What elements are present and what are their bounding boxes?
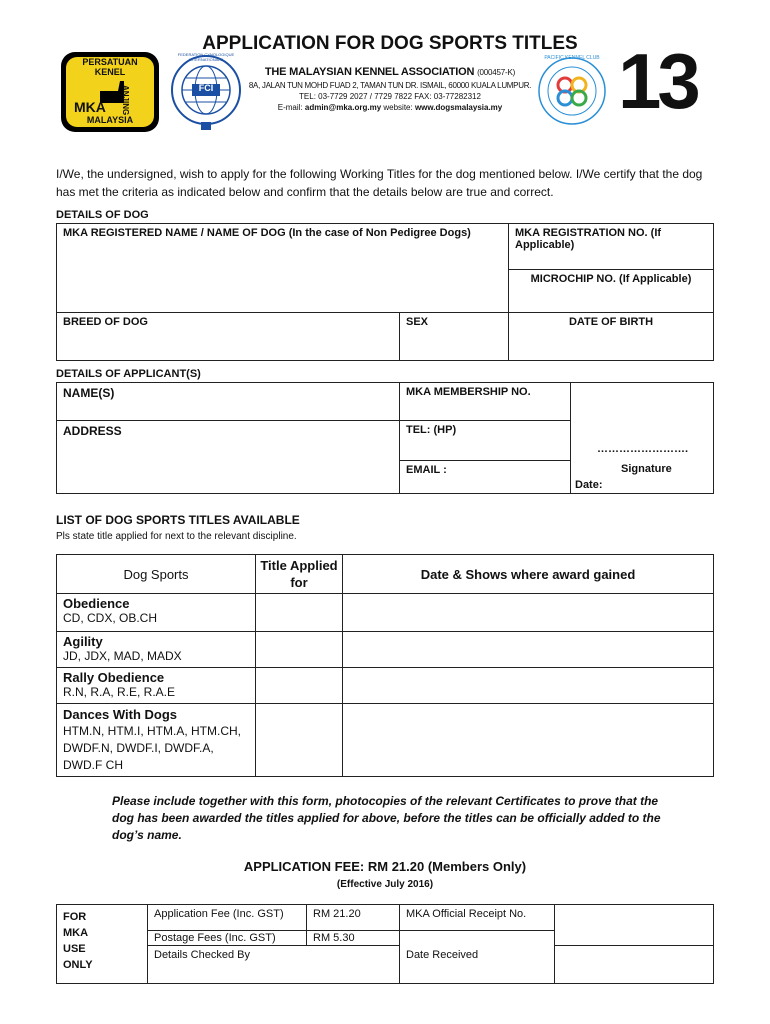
email-label: EMAIL : [406,464,447,476]
logo-top-text: PERSATUAN KENEL [82,57,138,77]
app-fee-label: Application Fee (Inc. GST) [154,908,284,920]
title-applied-input[interactable] [256,668,343,704]
tel-label: TEL: (HP) [406,424,457,436]
sport-name: Rally Obedience [63,670,165,685]
microchip-field[interactable] [509,270,714,313]
org-name: THE MALAYSIAN KENNEL ASSOCIATION [264,66,475,78]
dog-section-heading: DETAILS OF DOG [56,209,149,221]
address-label: ADDRESS [63,424,122,438]
award-dates-input[interactable] [343,704,714,777]
signature-box[interactable] [571,383,714,494]
receipt-input[interactable] [555,905,714,946]
receipt-label-cell [400,905,555,931]
office-use-label-cell [57,905,148,984]
pacific-logo [537,54,607,128]
award-dates-input[interactable] [343,632,714,668]
tel-field[interactable] [400,421,571,461]
app-fee-label-cell [148,905,307,931]
org-reg: (000457-K) [477,68,516,77]
names-label: NAME(S) [63,386,115,400]
titles-table [56,554,714,777]
sex-label: SEX [406,316,429,328]
mka-logo [60,51,160,133]
dog-name-label: MKA REGISTERED NAME / NAME OF DOG (In the case of Non Pedigree Dogs) [63,227,471,239]
membership-field[interactable] [400,383,571,421]
receipt-label: MKA Official Receipt No. [406,908,527,920]
logo-bottom-text: MALAYSIA [86,115,134,125]
postage-value-cell [307,931,400,946]
dog-name-field[interactable] [57,224,509,313]
email-link[interactable]: admin@mka.org.my [304,103,382,112]
award-dates-input[interactable] [343,668,714,704]
org-tel: TEL: 03-7729 2027 / 7729 7822 FAX: 03-77282312 [299,92,481,101]
col-sports-label: Dog Sports [123,566,189,582]
sport-cell [57,704,256,777]
logo-center-text: MKA [74,99,106,115]
sport-name: Dances With Dogs [63,707,178,722]
fee-effective: (Effective July 2016) [336,879,434,890]
sex-field[interactable] [400,313,509,361]
sport-codes: JD, JDX, MAD, MADX [63,649,182,663]
page-title: APPLICATION FOR DOG SPORTS TITLES [202,33,578,54]
breed-field[interactable] [57,313,400,361]
title-applied-input[interactable] [256,704,343,777]
logo-side-text: ANJING [121,85,130,116]
sport-row-obedience [57,594,714,632]
sport-row-dances-with-dogs [57,704,714,777]
award-dates-input[interactable] [343,594,714,632]
names-field[interactable] [57,383,400,421]
microchip-label: MICROCHIP NO. (If Applicable) [530,273,692,285]
fci-ring-text: FEDERATION CYNOLOGIQUE INTERNATIONALE [177,52,235,62]
intro-text: I/We, the undersigned, wish to apply for the following Working Titles for the dog mentioned below. I/We certify that the dog has met the criteria as indicated below and confirm that the details below are true and correct. [56,167,703,199]
postage-label-cell [148,931,307,946]
applicant-section-heading: DETAILS OF APPLICANT(S) [56,368,201,380]
col-dates-label: Date & Shows where award gained [420,566,636,582]
postage-label: Postage Fees (Inc. GST) [154,932,276,944]
sport-cell [57,632,256,668]
office-use-label: FOR MKA USE ONLY [63,911,93,971]
form-number: 13 [618,37,697,125]
fci-logo [170,52,242,132]
org-contact [245,103,535,112]
fci-center-text: FCI [198,83,214,93]
org-address: 8A, JALAN TUN MOHD FUAD 2, TAMAN TUN DR. ISMAIL, 60000 KUALA LUMPUR. [248,81,532,90]
dob-label: DATE OF BIRTH [568,316,654,328]
signature-line: ……………………. [597,443,689,455]
checked-by-cell[interactable] [148,946,400,984]
reg-no-field[interactable] [509,224,714,270]
dob-field[interactable] [509,313,714,361]
col-title-label: Title Applied for [260,558,338,590]
checked-by-label: Details Checked By [154,949,250,961]
sport-row-rally-obedience [57,668,714,704]
breed-label: BREED OF DOG [63,316,148,328]
app-fee-value-cell [307,905,400,931]
postage-value: RM 5.30 [313,932,355,944]
col-header-sports [57,555,256,594]
titles-section-heading: LIST OF DOG SPORTS TITLES AVAILABLE [56,513,300,527]
date-received-input[interactable] [555,946,714,984]
sport-name: Obedience [63,596,130,611]
fee-title: APPLICATION FEE: RM 21.20 (Members Only) [243,859,527,874]
org-details [245,66,535,112]
reg-no-label: MKA REGISTRATION NO. (If Applicable) [515,227,662,251]
col-header-title [256,555,343,594]
certificates-note: Please include together with this form, photocopies of the relevant Certificates to prove that the dog has been awarded the titles applied for above, before the titles can be officially added to the dog’s name. [112,794,661,842]
applicant-details-table [56,382,714,494]
date-received-label-cell [400,931,555,984]
signature-date-label: Date: [575,479,603,491]
app-fee-value: RM 21.20 [313,908,361,920]
signature-label: Signature [621,463,672,475]
membership-label: MKA MEMBERSHIP NO. [406,386,531,398]
title-applied-input[interactable] [256,594,343,632]
title-applied-input[interactable] [256,632,343,668]
sport-codes: CD, CDX, OB.CH [63,611,158,625]
email-field[interactable] [400,461,571,494]
date-received-label: Date Received [406,949,479,961]
sport-cell [57,594,256,632]
email-prefix: E-mail: [277,103,305,112]
titles-section-subheading: Pls state title applied for next to the relevant discipline. [56,531,297,542]
website-prefix: website: [381,103,415,112]
sport-codes: HTM.N, HTM.I, HTM.A, HTM.CH, DWDF.N, DWDF.I, DWDF.A, DWD.F CH [63,724,241,772]
sport-cell [57,668,256,704]
org-name-line [245,66,535,78]
website-link[interactable]: www.dogsmalaysia.my [414,103,503,112]
office-use-table [56,904,714,984]
address-field[interactable] [57,421,400,494]
sport-row-agility [57,632,714,668]
col-header-dates [343,555,714,594]
pacific-ring-text: PACIFIC KENNEL CLUB [544,55,600,61]
sport-codes: R.N, R.A, R.E, R.A.E [63,685,176,699]
dog-details-table [56,223,714,361]
sport-name: Agility [63,634,103,649]
